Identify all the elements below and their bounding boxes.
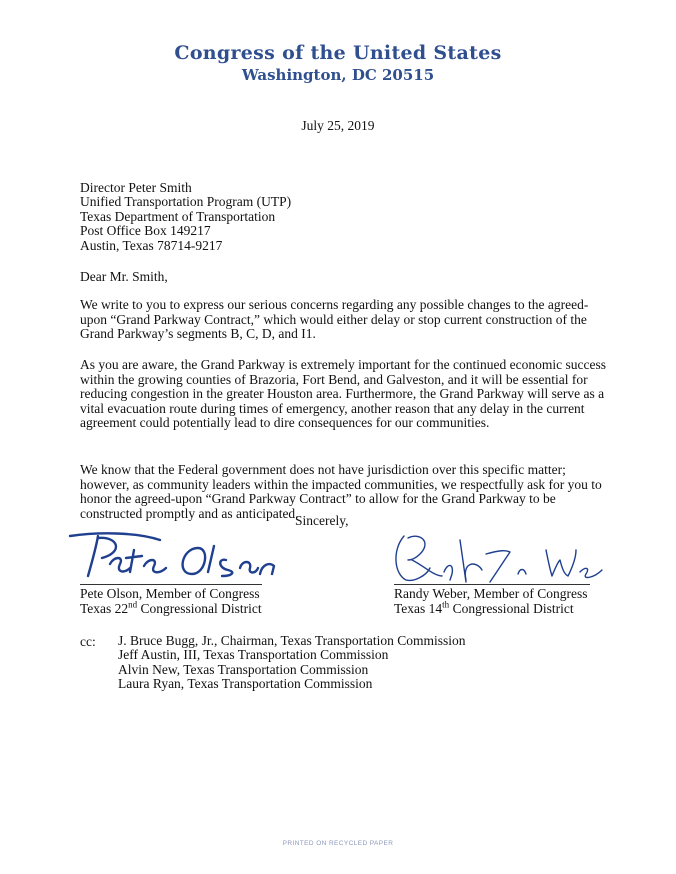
signature-randy-weber (390, 530, 610, 588)
cc-label: cc: (80, 634, 96, 649)
district-prefix: Texas 22 (80, 601, 129, 616)
body-paragraph: We know that the Federal government does not have jurisdiction over this specific matter; however, as community leaders within the impacted communities, we respectfully ask for you to honor the agreed-upon “Grand Parkway Contract” to allow for the Grand Parkway to be constructed promptly and as anticipated. (80, 462, 602, 521)
letterhead-title: Congress of the United States (174, 42, 502, 64)
signer-name-title: Randy Weber, Member of Congress (394, 586, 588, 601)
signature-line (394, 584, 590, 585)
signature-line (80, 584, 262, 585)
cc-item: Alvin New, Texas Transportation Commission (118, 661, 369, 677)
signer-block (394, 586, 587, 616)
cc-list (118, 634, 466, 691)
signer-name-title: Pete Olson, Member of Congress (80, 586, 260, 601)
recipient-line: Unified Transportation Program (UTP) (80, 194, 292, 210)
signer-block (80, 586, 262, 616)
recipient-address (80, 181, 291, 253)
signature-pete-olson (58, 526, 288, 584)
recipient-line: Austin, Texas 78714-9217 (80, 237, 223, 253)
recycled-paper-footer: PRINTED ON RECYCLED PAPER (282, 840, 394, 847)
signer-district (80, 601, 262, 616)
letterhead-address: Washington, DC 20515 (241, 66, 435, 84)
letterhead (0, 42, 676, 84)
recipient-line: Post Office Box 149217 (80, 223, 211, 239)
body-paragraph: As you are aware, the Grand Parkway is extremely important for the continued economic success within the growing counties of Brazoria, Fort Bend, and Galveston, and it will be essential for reducing congestion in the greater Houston area. Furthermore, the Grand Parkway will serve as a vital evacuation route during times of emergency, another reason that any delay in the current agreement could potentially lead to dire consequences for our communities. (80, 357, 606, 431)
recipient-line: Director Peter Smith (80, 180, 192, 195)
district-ordinal: th (442, 599, 450, 610)
salutation: Dear Mr. Smith, (80, 269, 168, 284)
district-suffix: Congressional District (449, 601, 574, 616)
body-paragraph: We write to you to express our serious concerns regarding any possible changes to the agreed-upon “Grand Parkway Contract,” which would either delay or stop current construction of the Grand Parkway’s segments B, C, D, and I1. (80, 297, 589, 342)
recipient-line: Texas Department of Transportation (80, 208, 276, 224)
district-prefix: Texas 14 (394, 601, 443, 616)
district-suffix: Congressional District (137, 601, 262, 616)
closing: Sincerely, (295, 513, 349, 528)
cc-item: Jeff Austin, III, Texas Transportation Commission (118, 647, 389, 663)
district-ordinal: nd (128, 599, 138, 610)
signer-district (394, 601, 587, 616)
cc-item: Laura Ryan, Texas Transportation Commission (118, 675, 373, 691)
cc-item: J. Bruce Bugg, Jr., Chairman, Texas Transportation Commission (118, 633, 466, 648)
letter-date: July 25, 2019 (301, 118, 375, 133)
